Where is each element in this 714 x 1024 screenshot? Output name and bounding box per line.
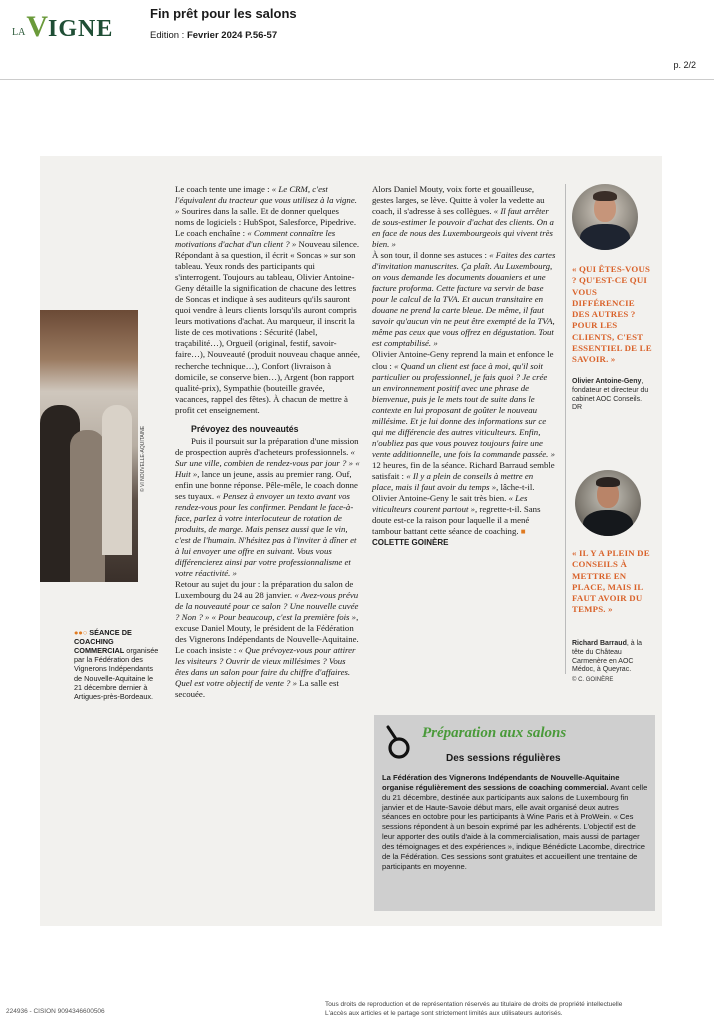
byline-square-icon: ■ xyxy=(520,526,526,536)
portrait-olivier-antoine-geny xyxy=(572,184,638,250)
pull-quote-1: « QUI ÊTES-VOUS ? QU'EST-CE QUI VOUS DIFFÉRENCIE DES AUTRES ? POUR LES CLIENTS, C'EST ESSENTIEL DE LE SAVOIR. » xyxy=(572,264,652,364)
la-vigne-logo xyxy=(12,12,113,42)
logo-wordmark: IGNE xyxy=(48,15,114,42)
box-body: La Fédération des Vignerons Indépendants de Nouvelle-Aquitaine organise régulièrement des sessions de coaching commercial. Avant celle du 21 décembre, destinée aux participants aux salons de Luxembourg fin janvier et de Haute-Savoie début mars, elle avait organisé deux autres séances en octobre pour les participants à Wine Paris et à ProWein. « Ces sessions répondent à un besoin exprimé par les adhérents. L'objectif est de leur apporter des outils d'aide à la commercialisation, mais aussi de partager des témoignages et des expériences », indique Bénédicte Lacombe, directrice de la Fédération. Ces sessions sont gratuites et accueillent une trentaine de participants en moyenne. xyxy=(382,773,648,871)
edition-line xyxy=(150,30,277,41)
edition-value: Fevrier 2024 P.56-57 xyxy=(186,30,278,41)
portrait-richard-barraud xyxy=(575,470,641,536)
paragraph: Le coach insiste : « Que prévoyez-vous pour attirer les visiteurs ? Ouvrir de vieux millésimes ? Vous êtes dans un salon pour faire du chiffre d'affaires. Quel est votre objectif de vente ? » La salle est secouée. xyxy=(175,645,356,700)
sidebar-box-preparation xyxy=(374,715,655,911)
footer-reference: 224936 - CISION 9094346600506 xyxy=(6,1008,105,1015)
article-column-1 xyxy=(175,184,360,700)
quote-attribution-2: Richard Barraud, à la tête du Château Carmenère en AOC Médoc, à Queyrac. xyxy=(572,640,643,674)
article-column-2 xyxy=(372,184,556,548)
paragraph: Le coach enchaîne : « Comment connaître les motivations d'achat d'un client ? » Nouveau silence. Répondant à sa question, il écrit « Soncas » sur son tableau. Yeux ronds des participants qui s'interrogent. Toujours au tableau, Olivier Antoine-Geny détaille la signification de chacune des lettres de Soncas et indique à ses auditeurs qu'ils sauront quoi vendre à leurs clients lorsqu'ils auront compris leurs motivations d'achat. Au marqueur, il inscrit la liste de ces motivations : Sécurité (label, traçabilité…), Orgueil (original, festif, savoir-faire…), Nouveauté (produit nouveau chaque année, recherche technique…), Confort (livraison à domicile, se conserve bien…), Argent (bon rapport qualité-prix), Sympathie (bouteille gravée, vacances, rappel des fêtes). À chacun de mettre à profit cet enseignement. xyxy=(175,228,360,415)
edition-label: Edition : xyxy=(150,30,185,41)
paragraph: Le coach tente une image : « Le CRM, c'est l'équivalent du tracteur que vous utilisez à la vigne. » Sourires dans la salle. Et de donner quelques noms de logiciels : HubSpot, Salesforce, Pipedrive. xyxy=(175,184,357,228)
caption-text: organisée par la Fédération des Vignerons Indépendants de Nouvelle-Aquitaine le 21 décembre dernier à Artigues-près-Bordeaux. xyxy=(74,646,159,701)
photo-credit: © VI NOUVELLE-AQUITAINE xyxy=(140,425,146,492)
photo-caption xyxy=(74,628,160,701)
pull-quote-2: « IL Y A PLEIN DE CONSEILS À METTRE EN PLACE, MAIS IL FAUT AVOIR DU TEMPS. » xyxy=(572,548,650,615)
column-divider xyxy=(565,184,566,674)
footer-copyright: Tous droits de reproduction et de représentation réservés au titulaire de droits de propriété intellectuelle L'accès aux articles et le partage sont strictement limités aux utilisateurs autorisés. xyxy=(325,1001,623,1018)
paragraph: Retour au sujet du jour : la préparation du salon de Luxembourg du 24 au 28 janvier. « Avez-vous prévu de la nouveauté pour ce salon ? Une nouvelle cuvée ? Non ? » « Pour beaucoup, c'est la première fois », excuse Daniel Mouty, le président de la Fédération des Vignerons Indépendants de Nouvelle-Aquitaine. xyxy=(175,579,359,645)
quote-attribution-1: Olivier Antoine-Geny, fondateur et directeur du cabinet AOC Conseils. DR xyxy=(572,378,649,412)
logo-v-letter: V xyxy=(26,10,49,43)
article-title: Fin prêt pour les salons xyxy=(150,6,297,21)
subheading: Prévoyez des nouveautés xyxy=(191,423,299,434)
box-subtitle: Des sessions régulières xyxy=(446,753,561,764)
caption-bullets: ●●○ xyxy=(74,628,88,637)
photo-credit-dr: DR xyxy=(572,404,583,412)
paragraph: Alors Daniel Mouty, voix forte et gouailleuse, gestes larges, se lève. Quitte à voler la vedette au coach, il s'adresse à ses collègues. « Il faut arrêter de sous-estimer le pouvoir d'achat des clients. On a en face de nous des Luxembourgeois qui vivent très bien. » xyxy=(372,184,554,250)
box-title: Préparation aux salons xyxy=(422,725,567,741)
caption-bold: SÉANCE DE COACHING COMMERCIAL xyxy=(74,628,132,656)
paragraph: Puis il poursuit sur la préparation d'une mission de prospection auprès d'acheteurs professionnels. « Sur une ville, combien de rendez-vous par jour ? » « Huit », lance un jeune, assis au premier rang. Ouf, enfin une bonne réponse. Pêle-mêle, le coach donne ses tuyaux. « Pensez à envoyer un texto avant vos rendez-vous pour les confirmer. Pendant le face-à-face, parlez à votre interlocuteur de rotation de produits, de marge. Mais pensez aussi que le vin, c'est de l'humain. N'hésitez pas à l'inviter à dîner et à lui envoyer une offre en suivant. Vous vous différencierez ainsi par votre professionnalisme et votre réactivité. » xyxy=(175,435,360,579)
photo-credit-goinere: © C. GOINÈRE xyxy=(572,677,614,683)
page-number: p. 2/2 xyxy=(673,60,696,70)
paragraph: À son tour, il donne ses astuces : « Faites des cartes d'invitation manuscrites. Ça plaît. Au Luxembourg, on vous demande les documents douaniers et une facture proforma. Cette facture va servir de base pour le calcul de la TVA. Et aucun transitaire en douane ne prend la carte bleue. De même, il faut savoir qu'aucun vin ne peut être exempté de la TVA, même pas ceux que vous offrez en dégustation. Tout est comptabilisé. » xyxy=(372,250,556,349)
paragraph: Olivier Antoine-Geny reprend la main et enfonce le clou : « Quand un client est face à moi, qu'il soit particulier ou professionnel, je fais quoi ? Je crée un environnement positif avec une phrase de bienvenue, puis je le mets tout de suite dans le contexte en lui proposant de goûter le nouveau millésime. Et je lui donne des informations sur ce qui me différencie des autres viticulteurs. Enfin, n'oubliez pas que vous pouvez toujours faire une vente additionnelle, une fois la commande passée. » xyxy=(372,349,555,459)
author-byline: ■ COLETTE GOINÈRE xyxy=(372,526,526,547)
magnifier-icon xyxy=(382,723,412,763)
paragraph: 12 heures, fin de la séance. Richard Barraud semble satisfait : « Il y a plein de conseils à mettre en place, mais il faut avoir du temps », lâche-t-il. Olivier Antoine-Geny le sait très bien. « Les viticulteurs courent partout », regrette-t-il. Sans doute est-ce la raison pour laquelle il a mené tambour battant cette séance de coaching. ■ COLETTE GOINÈRE xyxy=(372,459,555,547)
logo-prefix: LA xyxy=(12,27,26,38)
page-header xyxy=(0,0,714,80)
coaching-session-photo xyxy=(40,310,138,582)
